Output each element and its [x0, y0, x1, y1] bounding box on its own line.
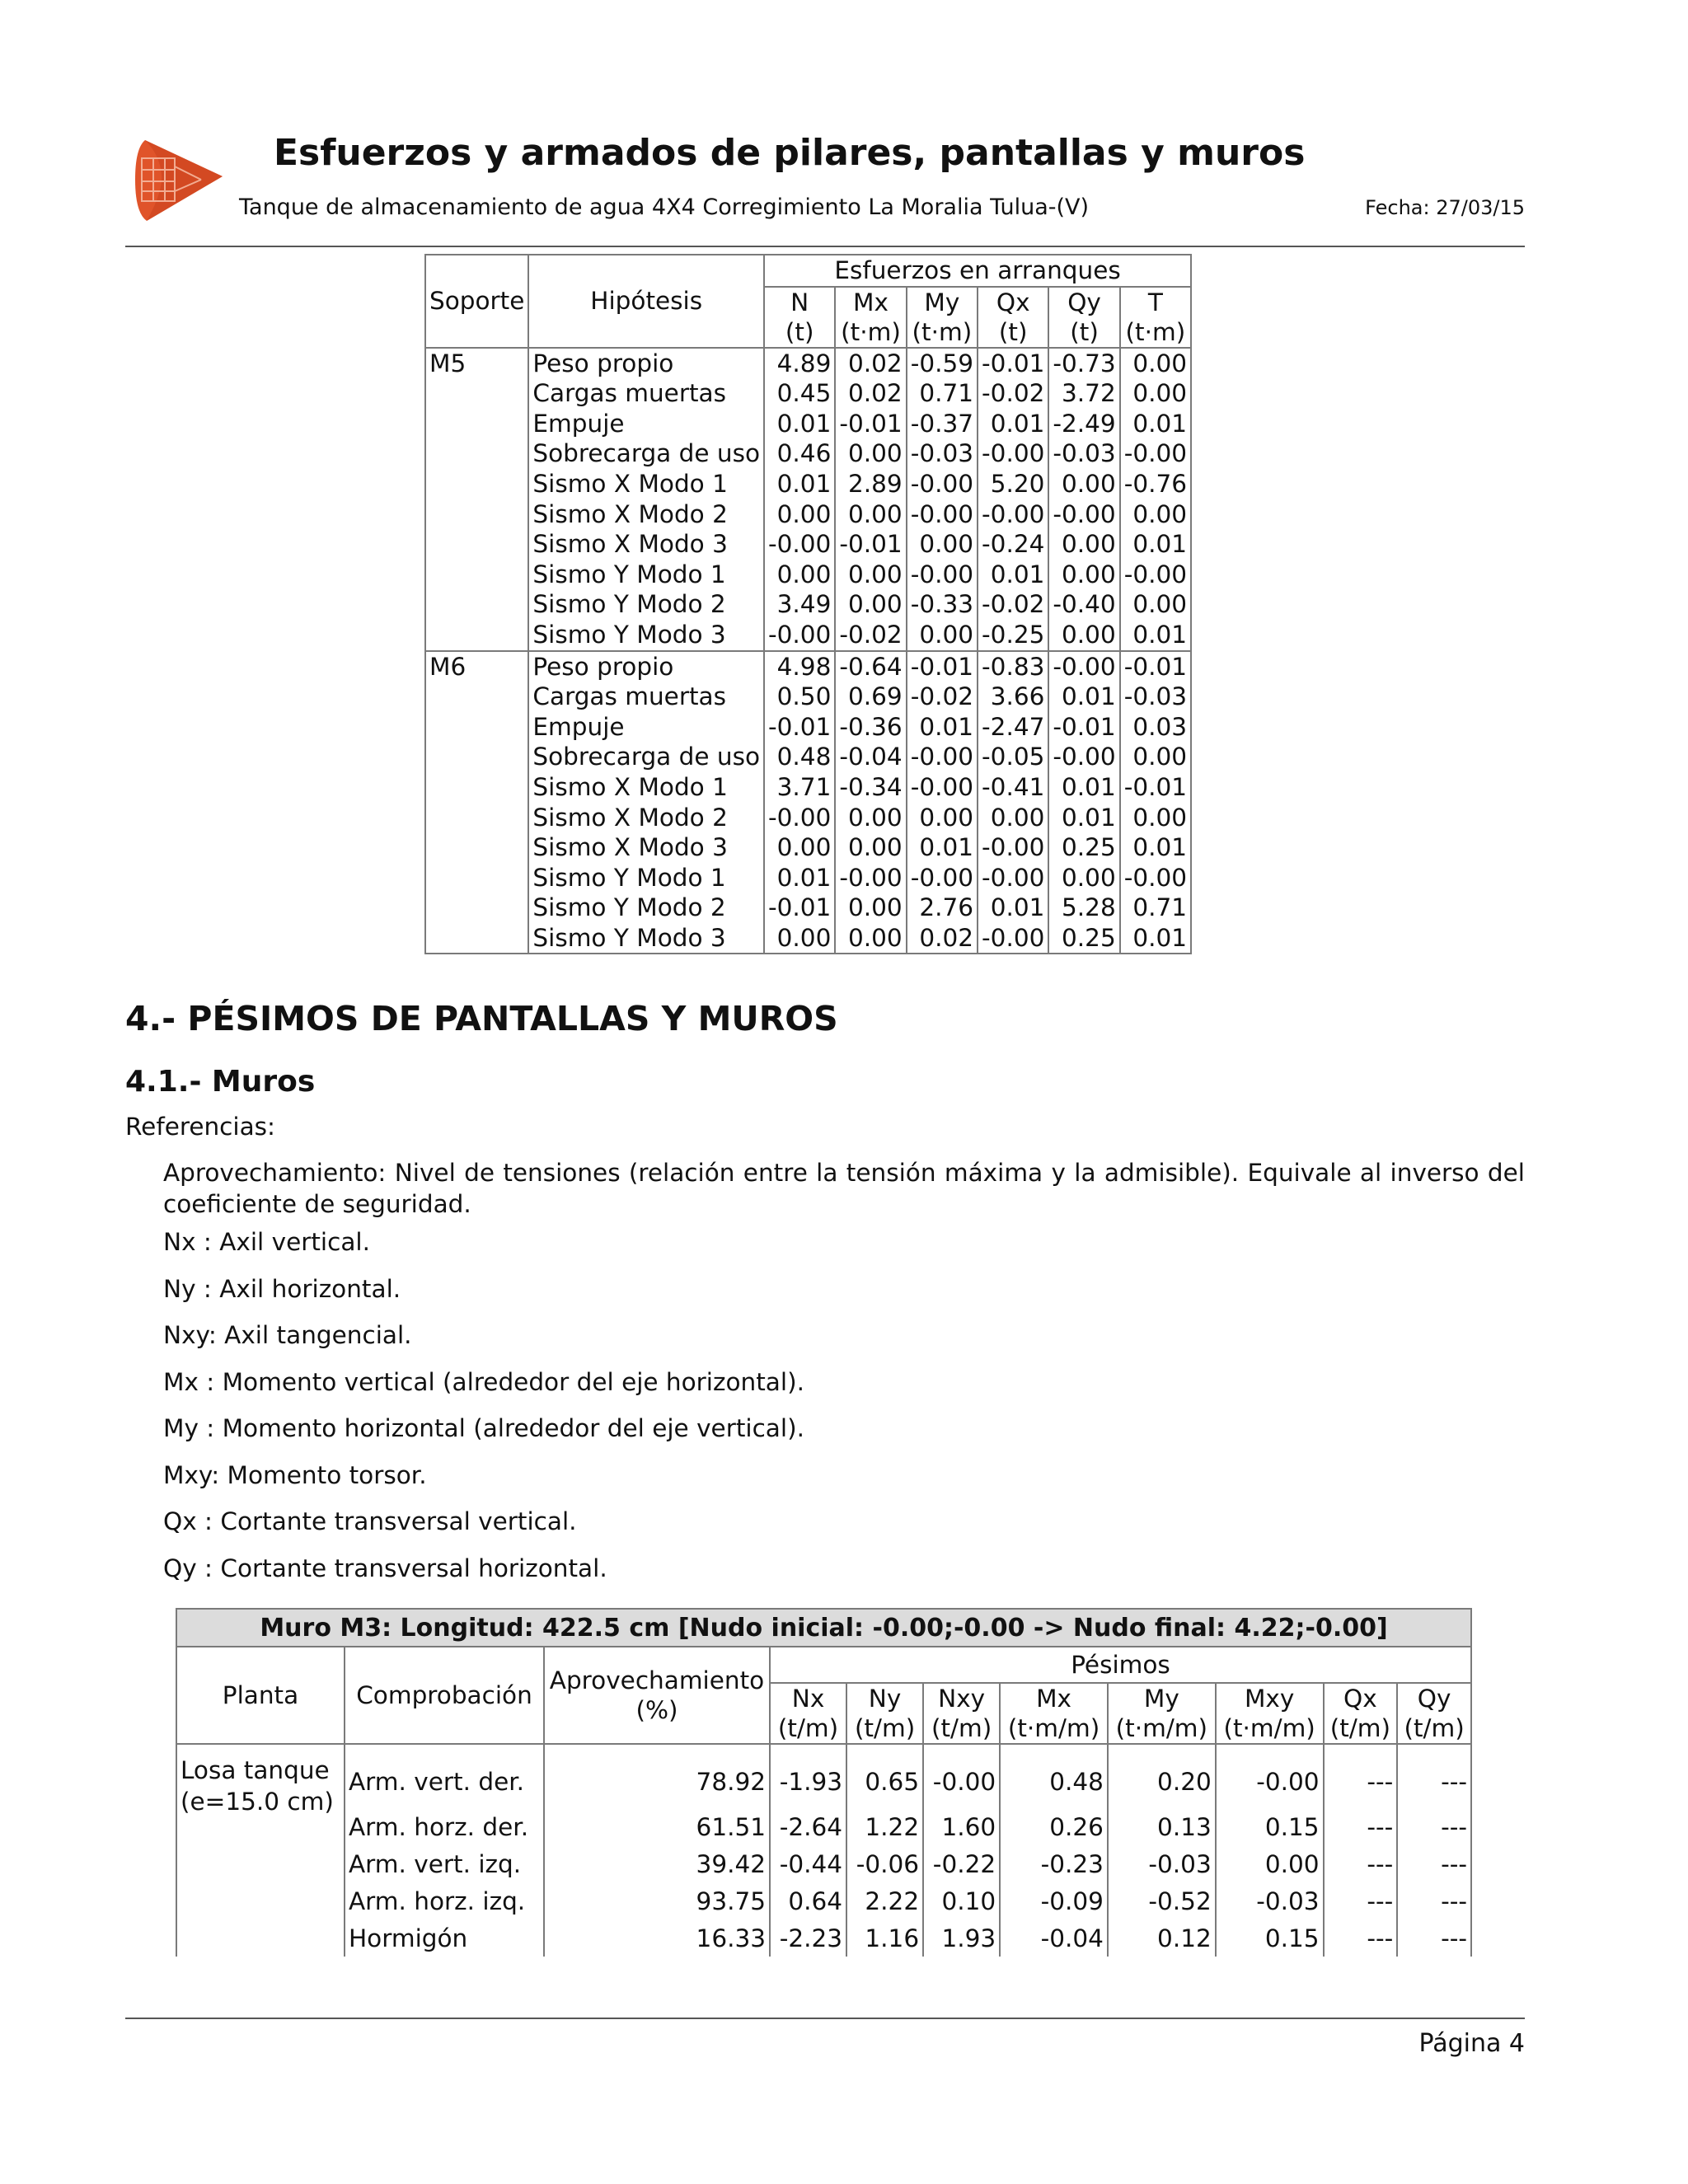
value-cell: 0.02 — [835, 348, 906, 379]
value-cell: -0.00 — [1048, 499, 1119, 530]
value-cell: -0.01 — [1048, 712, 1119, 743]
comprobacion-cell: Arm. horz. izq. — [345, 1882, 544, 1919]
table-row — [425, 742, 1191, 772]
value-cell: -0.52 — [1108, 1882, 1216, 1919]
value-cell: 1.60 — [923, 1808, 1000, 1845]
value-cell: 0.45 — [764, 378, 835, 409]
col-mxy — [1216, 1683, 1324, 1744]
col-comprobacion: Comprobación — [345, 1647, 544, 1744]
value-cell: -0.09 — [1000, 1882, 1108, 1919]
value-cell: 0.03 — [1120, 712, 1191, 743]
value-cell: -0.41 — [978, 772, 1048, 803]
table-row — [425, 438, 1191, 469]
page-number: Página 4 — [1418, 2029, 1525, 2058]
document-title: Esfuerzos y armados de pilares, pantallas y muros — [274, 132, 1306, 174]
hipotesis-cell: Peso propio — [528, 651, 764, 682]
col-soporte: Soporte — [425, 255, 528, 348]
col-group-esfuerzos: Esfuerzos en arranques — [764, 255, 1191, 287]
wall-checks-table — [176, 1608, 1472, 1957]
value-cell: -0.00 — [978, 438, 1048, 469]
value-cell: 0.25 — [1048, 923, 1119, 954]
value-cell: 0.50 — [764, 682, 835, 712]
col-unit: (t/m) — [1329, 1714, 1391, 1742]
value-cell: 0.00 — [1048, 469, 1119, 499]
references-intro: Aprovechamiento: Nivel de tensiones (relación entre la tensión máxima y la admisible). Equivale al inverso del coeficiente de seguridad. — [163, 1159, 1525, 1218]
col-planta: Planta — [176, 1647, 345, 1744]
value-cell: 0.01 — [1120, 832, 1191, 863]
value-cell: 0.02 — [907, 923, 978, 954]
value-cell: -0.00 — [1120, 560, 1191, 590]
value-cell: -0.37 — [907, 409, 978, 439]
value-cell: -0.01 — [764, 712, 835, 743]
col-qx — [1324, 1683, 1398, 1744]
col-group-pesimos: Pésimos — [770, 1647, 1471, 1683]
hipotesis-cell: Empuje — [528, 409, 764, 439]
value-cell: -0.23 — [1000, 1845, 1108, 1882]
aprovechamiento-cell: 39.42 — [544, 1845, 770, 1882]
table-row — [425, 499, 1191, 530]
col-qy — [1397, 1683, 1471, 1744]
hipotesis-cell: Sismo Y Modo 1 — [528, 863, 764, 893]
value-cell: 0.15 — [1216, 1808, 1324, 1845]
comprobacion-cell: Arm. vert. der. — [345, 1744, 544, 1808]
col-hipotesis: Hipótesis — [528, 255, 764, 348]
hipotesis-cell: Empuje — [528, 712, 764, 743]
company-logo-icon — [130, 134, 229, 226]
value-cell: -0.44 — [770, 1845, 846, 1882]
value-cell: -2.23 — [770, 1919, 846, 1957]
value-cell: -0.00 — [1120, 863, 1191, 893]
value-cell: -0.00 — [907, 742, 978, 772]
value-cell: --- — [1324, 1744, 1398, 1808]
value-cell: -0.00 — [923, 1744, 1000, 1808]
value-cell: 3.72 — [1048, 378, 1119, 409]
value-cell: -0.02 — [978, 589, 1048, 620]
table-row — [425, 803, 1191, 833]
value-cell: -0.00 — [764, 620, 835, 651]
value-cell: -0.01 — [835, 529, 906, 560]
value-cell: 0.00 — [835, 832, 906, 863]
value-cell: -0.01 — [835, 409, 906, 439]
value-cell: -0.01 — [907, 651, 978, 682]
col-name: Qx — [1343, 1685, 1377, 1713]
col-unit: (t/m) — [777, 1714, 839, 1742]
table-row — [425, 863, 1191, 893]
hipotesis-cell: Sismo Y Modo 2 — [528, 589, 764, 620]
value-cell: 0.01 — [764, 863, 835, 893]
value-cell: 0.15 — [1216, 1919, 1324, 1957]
soporte-cell: M5 — [425, 348, 528, 651]
value-cell: 1.22 — [846, 1808, 923, 1845]
col-nxy — [923, 1683, 1000, 1744]
value-cell: 0.13 — [1108, 1808, 1216, 1845]
value-cell: -0.22 — [923, 1845, 1000, 1882]
planta-line: Losa tanque — [181, 1756, 330, 1784]
table-row — [176, 1808, 1471, 1845]
col-name: Qy — [1417, 1685, 1451, 1713]
hipotesis-cell: Sismo Y Modo 3 — [528, 923, 764, 954]
planta-line: (e=15.0 cm) — [181, 1788, 334, 1816]
value-cell: 0.00 — [764, 560, 835, 590]
col-qx — [978, 287, 1048, 348]
value-cell: -0.01 — [764, 893, 835, 923]
aprovechamiento-cell: 78.92 — [544, 1744, 770, 1808]
table-row — [425, 378, 1191, 409]
value-cell: -0.02 — [978, 378, 1048, 409]
col-unit: (t·m) — [912, 317, 973, 346]
col-name: Qx — [996, 288, 1030, 316]
value-cell: 0.00 — [1120, 742, 1191, 772]
value-cell: 0.01 — [764, 469, 835, 499]
aprovechamiento-cell: 93.75 — [544, 1882, 770, 1919]
document-date: Fecha: 27/03/15 — [1365, 196, 1525, 219]
col-qy — [1048, 287, 1119, 348]
value-cell: -2.64 — [770, 1808, 846, 1845]
value-cell: -0.04 — [1000, 1919, 1108, 1957]
references-label: Referencias: — [125, 1113, 275, 1141]
footer-divider — [125, 2018, 1525, 2019]
col-unit: (t/m) — [931, 1714, 992, 1742]
table-row — [176, 1845, 1471, 1882]
aprovechamiento-cell: 16.33 — [544, 1919, 770, 1957]
hipotesis-cell: Sobrecarga de uso — [528, 742, 764, 772]
table-row — [425, 772, 1191, 803]
col-name: Ny — [868, 1685, 902, 1713]
value-cell: --- — [1397, 1882, 1471, 1919]
value-cell: -0.73 — [1048, 348, 1119, 379]
col-unit: (t·m/m) — [1223, 1714, 1315, 1742]
value-cell: 1.93 — [923, 1919, 1000, 1957]
value-cell: 0.00 — [835, 923, 906, 954]
page-header — [125, 132, 1525, 247]
value-cell: -0.03 — [1120, 682, 1191, 712]
col-unit: (t) — [1070, 317, 1099, 346]
value-cell: 0.20 — [1108, 1744, 1216, 1808]
value-cell: -0.00 — [978, 863, 1048, 893]
value-cell: -0.00 — [907, 863, 978, 893]
value-cell: 0.48 — [764, 742, 835, 772]
value-cell: 0.00 — [835, 803, 906, 833]
col-name: My — [924, 288, 960, 316]
value-cell: -0.03 — [907, 438, 978, 469]
value-cell: -0.05 — [978, 742, 1048, 772]
value-cell: 5.20 — [978, 469, 1048, 499]
hipotesis-cell: Sismo X Modo 3 — [528, 832, 764, 863]
table-row — [176, 1919, 1471, 1957]
col-unit: (t·m/m) — [1115, 1714, 1208, 1742]
value-cell: 0.01 — [978, 893, 1048, 923]
value-cell: 0.00 — [907, 803, 978, 833]
col-name: Nxy — [938, 1685, 986, 1713]
value-cell: -0.03 — [1048, 438, 1119, 469]
value-cell: -0.00 — [764, 529, 835, 560]
value-cell: 0.01 — [1048, 682, 1119, 712]
value-cell: -2.47 — [978, 712, 1048, 743]
value-cell: 0.01 — [978, 409, 1048, 439]
value-cell: 0.69 — [835, 682, 906, 712]
wall-caption: Muro M3: Longitud: 422.5 cm [Nudo inicial: -0.00;-0.00 -> Nudo final: 4.22;-0.00] — [176, 1609, 1471, 1647]
value-cell: 0.00 — [1120, 348, 1191, 379]
comprobacion-cell: Arm. horz. der. — [345, 1808, 544, 1845]
value-cell: -0.00 — [764, 803, 835, 833]
col-aprov-unit: (%) — [635, 1696, 678, 1724]
col-unit: (t) — [785, 317, 814, 346]
value-cell: 0.00 — [907, 620, 978, 651]
reference-item: Nxy: Axil tangencial. — [163, 1321, 412, 1349]
table-row — [425, 651, 1191, 682]
value-cell: 2.76 — [907, 893, 978, 923]
hipotesis-cell: Cargas muertas — [528, 682, 764, 712]
reference-item: Nx : Axil vertical. — [163, 1228, 370, 1256]
value-cell: -0.76 — [1120, 469, 1191, 499]
col-ny — [846, 1683, 923, 1744]
soporte-cell: M6 — [425, 651, 528, 954]
table-row — [425, 832, 1191, 863]
value-cell: -0.00 — [907, 560, 978, 590]
comprobacion-cell: Hormigón — [345, 1919, 544, 1957]
col-mx — [835, 287, 906, 348]
efforts-table — [424, 254, 1192, 954]
col-n — [764, 287, 835, 348]
reference-item: Qx : Cortante transversal vertical. — [163, 1507, 577, 1535]
value-cell: --- — [1324, 1882, 1398, 1919]
col-name: Mx — [853, 288, 889, 316]
hipotesis-cell: Sismo X Modo 2 — [528, 499, 764, 530]
col-name: Mxy — [1244, 1685, 1295, 1713]
value-cell: 0.10 — [923, 1882, 1000, 1919]
reference-item: Mx : Momento vertical (alrededor del eje horizontal). — [163, 1367, 804, 1396]
table-row — [176, 1882, 1471, 1919]
value-cell: 0.00 — [835, 560, 906, 590]
col-aprov-label: Aprovechamiento — [549, 1666, 765, 1694]
value-cell: -0.00 — [835, 863, 906, 893]
col-name: Nx — [791, 1685, 825, 1713]
table-row — [425, 348, 1191, 379]
value-cell: 5.28 — [1048, 893, 1119, 923]
value-cell: -0.01 — [1120, 651, 1191, 682]
value-cell: -0.24 — [978, 529, 1048, 560]
value-cell: 3.71 — [764, 772, 835, 803]
value-cell: -0.02 — [835, 620, 906, 651]
col-name: Qy — [1067, 288, 1101, 316]
value-cell: 0.01 — [1048, 772, 1119, 803]
value-cell: -0.02 — [907, 682, 978, 712]
value-cell: -0.03 — [1216, 1882, 1324, 1919]
value-cell: 0.00 — [1120, 589, 1191, 620]
hipotesis-cell: Sismo X Modo 3 — [528, 529, 764, 560]
value-cell: 0.00 — [764, 832, 835, 863]
planta-cell — [176, 1744, 345, 1957]
value-cell: 0.01 — [978, 560, 1048, 590]
value-cell: -0.01 — [978, 348, 1048, 379]
hipotesis-cell: Sismo X Modo 2 — [528, 803, 764, 833]
value-cell: -0.01 — [1120, 772, 1191, 803]
value-cell: 0.46 — [764, 438, 835, 469]
value-cell: -0.00 — [1120, 438, 1191, 469]
table-row — [425, 712, 1191, 743]
value-cell: 0.00 — [835, 499, 906, 530]
value-cell: 0.01 — [907, 712, 978, 743]
col-unit: (t·m) — [841, 317, 901, 346]
value-cell: 0.01 — [1120, 529, 1191, 560]
value-cell: --- — [1397, 1845, 1471, 1882]
value-cell: -0.03 — [1108, 1845, 1216, 1882]
value-cell: 0.00 — [1216, 1845, 1324, 1882]
value-cell: -0.59 — [907, 348, 978, 379]
table-row — [425, 560, 1191, 590]
value-cell: 3.49 — [764, 589, 835, 620]
table-row — [425, 620, 1191, 651]
aprovechamiento-cell: 61.51 — [544, 1808, 770, 1845]
value-cell: --- — [1324, 1808, 1398, 1845]
value-cell: 0.00 — [978, 803, 1048, 833]
value-cell: 0.00 — [1120, 378, 1191, 409]
value-cell: 0.00 — [835, 438, 906, 469]
value-cell: -0.00 — [907, 772, 978, 803]
value-cell: 0.01 — [764, 409, 835, 439]
value-cell: -0.33 — [907, 589, 978, 620]
value-cell: 0.12 — [1108, 1919, 1216, 1957]
reference-item: Mxy: Momento torsor. — [163, 1460, 427, 1489]
value-cell: -0.64 — [835, 651, 906, 682]
hipotesis-cell: Sismo X Modo 1 — [528, 772, 764, 803]
value-cell: 0.01 — [1048, 803, 1119, 833]
value-cell: 0.02 — [835, 378, 906, 409]
value-cell: 2.89 — [835, 469, 906, 499]
col-unit: (t) — [998, 317, 1028, 346]
reference-item: Qy : Cortante transversal horizontal. — [163, 1554, 607, 1582]
value-cell: 0.00 — [835, 589, 906, 620]
section-heading: 4.- PÉSIMOS DE PANTALLAS Y MUROS — [125, 999, 838, 1038]
hipotesis-cell: Sismo Y Modo 3 — [528, 620, 764, 651]
value-cell: -0.04 — [835, 742, 906, 772]
value-cell: --- — [1324, 1919, 1398, 1957]
value-cell: -0.00 — [1048, 651, 1119, 682]
value-cell: -0.00 — [1216, 1744, 1324, 1808]
value-cell: -0.00 — [978, 923, 1048, 954]
table-row — [425, 893, 1191, 923]
value-cell: -0.00 — [1048, 742, 1119, 772]
value-cell: -2.49 — [1048, 409, 1119, 439]
value-cell: -0.40 — [1048, 589, 1119, 620]
value-cell: 0.01 — [1120, 620, 1191, 651]
value-cell: 0.71 — [907, 378, 978, 409]
col-nx — [770, 1683, 846, 1744]
value-cell: 0.00 — [764, 499, 835, 530]
document-subtitle: Tanque de almacenamiento de agua 4X4 Corregimiento La Moralia Tulua-(V) — [239, 194, 1090, 220]
value-cell: -0.83 — [978, 651, 1048, 682]
col-unit: (t/m) — [1404, 1714, 1465, 1742]
value-cell: --- — [1324, 1845, 1398, 1882]
table-row — [176, 1744, 1471, 1808]
col-aprovechamiento — [544, 1647, 770, 1744]
col-my — [1108, 1683, 1216, 1744]
reference-item: Ny : Axil horizontal. — [163, 1274, 401, 1303]
value-cell: -0.34 — [835, 772, 906, 803]
value-cell: 0.01 — [907, 832, 978, 863]
value-cell: -0.00 — [978, 499, 1048, 530]
table-row — [425, 589, 1191, 620]
value-cell: 0.00 — [1120, 499, 1191, 530]
value-cell: 4.98 — [764, 651, 835, 682]
reference-item: My : Momento horizontal (alrededor del eje vertical). — [163, 1414, 804, 1442]
table-row — [425, 529, 1191, 560]
col-name: N — [790, 288, 809, 316]
col-name: My — [1143, 1685, 1179, 1713]
value-cell: 0.48 — [1000, 1744, 1108, 1808]
value-cell: 4.89 — [764, 348, 835, 379]
value-cell: -0.00 — [907, 469, 978, 499]
subsection-heading: 4.1.- Muros — [125, 1065, 316, 1099]
value-cell: -0.00 — [907, 499, 978, 530]
hipotesis-cell: Peso propio — [528, 348, 764, 379]
comprobacion-cell: Arm. vert. izq. — [345, 1845, 544, 1882]
value-cell: -0.06 — [846, 1845, 923, 1882]
value-cell: 0.00 — [1120, 803, 1191, 833]
value-cell: 0.65 — [846, 1744, 923, 1808]
hipotesis-cell: Sismo Y Modo 2 — [528, 893, 764, 923]
value-cell: -0.00 — [978, 832, 1048, 863]
value-cell: -0.25 — [978, 620, 1048, 651]
value-cell: -0.36 — [835, 712, 906, 743]
value-cell: 0.00 — [1048, 863, 1119, 893]
value-cell: --- — [1397, 1919, 1471, 1957]
col-name: Mx — [1036, 1685, 1071, 1713]
value-cell: -1.93 — [770, 1744, 846, 1808]
col-my — [907, 287, 978, 348]
hipotesis-cell: Sobrecarga de uso — [528, 438, 764, 469]
value-cell: 3.66 — [978, 682, 1048, 712]
table-row — [425, 682, 1191, 712]
value-cell: 0.25 — [1048, 832, 1119, 863]
value-cell: 0.00 — [1048, 529, 1119, 560]
value-cell: 0.64 — [770, 1882, 846, 1919]
value-cell: 0.71 — [1120, 893, 1191, 923]
table-row — [425, 409, 1191, 439]
hipotesis-cell: Sismo Y Modo 1 — [528, 560, 764, 590]
value-cell: 0.26 — [1000, 1808, 1108, 1845]
value-cell: 0.00 — [1048, 620, 1119, 651]
value-cell: 0.00 — [1048, 560, 1119, 590]
table-row — [425, 469, 1191, 499]
value-cell: --- — [1397, 1744, 1471, 1808]
value-cell: 0.00 — [907, 529, 978, 560]
value-cell: 2.22 — [846, 1882, 923, 1919]
col-mx — [1000, 1683, 1108, 1744]
col-unit: (t·m) — [1125, 317, 1186, 346]
col-t — [1120, 287, 1191, 348]
value-cell: 0.00 — [835, 893, 906, 923]
table-row — [425, 923, 1191, 954]
value-cell: 0.01 — [1120, 409, 1191, 439]
value-cell: 0.01 — [1120, 923, 1191, 954]
value-cell: 1.16 — [846, 1919, 923, 1957]
hipotesis-cell: Sismo X Modo 1 — [528, 469, 764, 499]
col-unit: (t·m/m) — [1007, 1714, 1100, 1742]
value-cell: 0.00 — [764, 923, 835, 954]
col-name: T — [1147, 288, 1163, 316]
value-cell: --- — [1397, 1808, 1471, 1845]
col-unit: (t/m) — [854, 1714, 916, 1742]
hipotesis-cell: Cargas muertas — [528, 378, 764, 409]
